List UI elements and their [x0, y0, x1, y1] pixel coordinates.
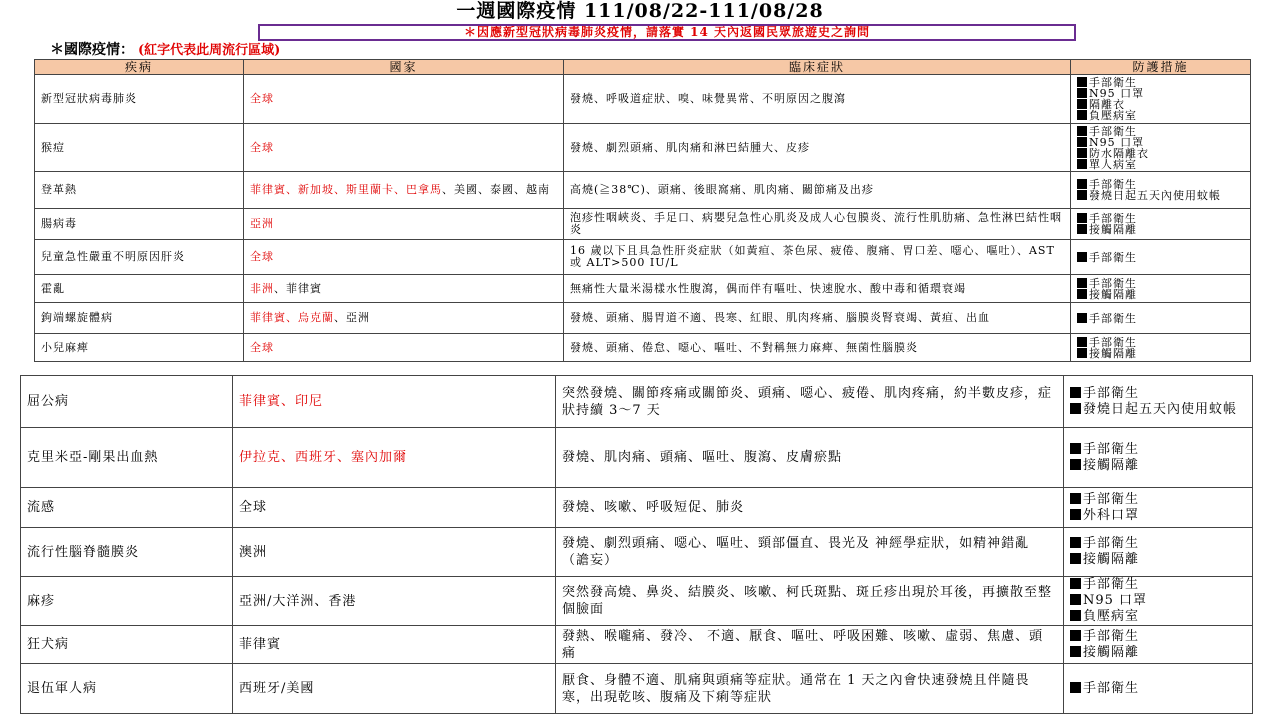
protection-cell	[1064, 664, 1253, 714]
table-1-body	[35, 75, 1251, 362]
symptoms-cell: 無痛性大量米湯樣水性腹瀉，偶而伴有嘔吐、快速脫水、酸中毒和循環衰竭	[564, 275, 1071, 303]
protection-measure	[1077, 110, 1244, 121]
protection-measure	[1077, 252, 1244, 263]
header-disease: 疾病	[35, 60, 244, 75]
protection-measure	[1070, 681, 1246, 697]
square-bullet-icon	[1070, 646, 1081, 657]
protection-cell	[1071, 209, 1251, 240]
symptoms-cell: 發熱、喉嚨痛、發冷、 不適、厭食、嘔吐、呼吸困難、咳嗽、虛弱、焦慮、頭痛	[556, 626, 1064, 664]
country-cell	[233, 528, 556, 577]
protection-cell	[1071, 240, 1251, 275]
symptoms-cell: 突然發燒、關節疼痛或關節炎、頭痛、噁心、疲倦、肌肉疼痛，約半數皮疹，症狀持續 3～7 天	[556, 376, 1064, 428]
table-row	[35, 240, 1251, 275]
symptoms-cell: 發燒、咳嗽、呼吸短促、肺炎	[556, 488, 1064, 528]
square-bullet-icon	[1070, 493, 1081, 504]
protection-measure-label: 手部衛生	[1089, 76, 1137, 89]
symptoms-cell: 發燒、呼吸道症狀、嗅、味覺異常、不明原因之腹瀉	[564, 75, 1071, 124]
protection-measure	[1070, 402, 1246, 418]
disease-cell: 流感	[21, 488, 233, 528]
protection-measure	[1070, 458, 1246, 474]
protection-measure-label: N95 口罩	[1083, 593, 1148, 608]
table-row	[35, 75, 1251, 124]
square-bullet-icon	[1077, 278, 1087, 288]
protection-measure-label: 負壓病室	[1089, 109, 1137, 122]
square-bullet-icon	[1070, 578, 1081, 589]
header-protection: 防護措施	[1071, 60, 1251, 75]
protection-measure-label: 手部衛生	[1083, 577, 1140, 592]
disease-cell: 新型冠狀病毒肺炎	[35, 75, 244, 124]
symptoms-cell: 發燒、劇烈頭痛、肌肉痛和淋巴結腫大、皮疹	[564, 124, 1071, 172]
table-row	[21, 664, 1253, 714]
protection-measure-label: 外科口罩	[1083, 507, 1140, 523]
square-bullet-icon	[1077, 77, 1087, 87]
square-bullet-icon	[1070, 537, 1081, 548]
square-bullet-icon	[1070, 509, 1081, 520]
protection-measure-label: 手部衛生	[1083, 385, 1140, 401]
protection-measure-label: 手部衛生	[1089, 212, 1137, 225]
disease-cell: 兒童急性嚴重不明原因肝炎	[35, 240, 244, 275]
disease-cell: 霍亂	[35, 275, 244, 303]
disease-cell: 小兒麻痺	[35, 334, 244, 362]
table-row	[35, 334, 1251, 362]
square-bullet-icon	[1070, 387, 1081, 398]
square-bullet-icon	[1070, 630, 1081, 641]
table-row	[21, 428, 1253, 488]
protection-measure-label: 隔離衣	[1089, 98, 1125, 111]
disease-cell: 鉤端螺旋體病	[35, 303, 244, 334]
square-bullet-icon	[1077, 126, 1087, 136]
header-symptoms: 臨床症狀	[564, 60, 1071, 75]
square-bullet-icon	[1077, 337, 1087, 347]
square-bullet-icon	[1070, 610, 1081, 621]
table-header-row	[35, 60, 1251, 75]
country-cell	[244, 275, 564, 303]
square-bullet-icon	[1077, 313, 1087, 323]
protection-measure-label: 接觸隔離	[1083, 457, 1140, 473]
country-cell	[244, 172, 564, 209]
square-bullet-icon	[1077, 213, 1087, 223]
protection-measure-label: 發燒日起五天內使用蚊帳	[1083, 401, 1238, 417]
protection-measure-label: 負壓病室	[1083, 609, 1140, 624]
square-bullet-icon	[1077, 88, 1087, 98]
protection-measure	[1070, 629, 1246, 645]
protection-measure-label: N95 口罩	[1089, 135, 1145, 149]
protection-cell	[1064, 577, 1253, 626]
table-row	[35, 303, 1251, 334]
protection-measure	[1070, 536, 1246, 552]
country-name-highlighted: 全球	[250, 92, 274, 105]
protection-measure	[1070, 609, 1246, 625]
protection-cell	[1064, 488, 1253, 528]
disease-cell: 流行性腦脊髓膜炎	[21, 528, 233, 577]
country-name: 、亞洲	[334, 311, 370, 324]
country-cell	[233, 428, 556, 488]
table-row	[35, 209, 1251, 240]
symptoms-cell: 發燒、肌肉痛、頭痛、嘔吐、腹瀉、皮膚瘀點	[556, 428, 1064, 488]
symptoms-cell: 發燒、頭痛、倦怠、噁心、嘔吐、不對稱無力麻痺、無菌性腦膜炎	[564, 334, 1071, 362]
section-heading	[50, 42, 280, 59]
table-row	[21, 488, 1253, 528]
country-cell	[233, 577, 556, 626]
disease-cell: 猴痘	[35, 124, 244, 172]
square-bullet-icon	[1077, 289, 1087, 299]
country-name: 亞洲/大洋洲、香港	[239, 593, 357, 609]
protection-measure-label: 手部衛生	[1083, 536, 1140, 551]
protection-measure	[1070, 492, 1246, 508]
symptoms-cell: 厭食、身體不適、肌痛與頭痛等症狀。通常在 1 天之內會快速發燒且伴隨畏寒，出現乾咳、腹痛及下痢等症狀	[556, 664, 1064, 714]
square-bullet-icon	[1077, 348, 1087, 358]
country-name: 、菲律賓	[274, 281, 322, 295]
protection-measure-label: 防水隔離衣	[1089, 146, 1149, 160]
country-name: 西班牙/美國	[239, 681, 315, 696]
protection-measure-label: 手部衛生	[1083, 491, 1140, 507]
protection-measure-label: 手部衛生	[1089, 311, 1137, 325]
table-row	[21, 376, 1253, 428]
protection-measure-label: 手部衛生	[1089, 276, 1137, 290]
protection-measure-label: 接觸隔離	[1089, 346, 1137, 360]
country-name-highlighted: 伊拉克、西班牙、塞內加爾	[239, 450, 408, 465]
protection-measure-label: 手部衛生	[1089, 124, 1137, 138]
disease-cell: 退伍軍人病	[21, 664, 233, 714]
protection-cell	[1064, 376, 1253, 428]
square-bullet-icon	[1077, 179, 1087, 189]
country-name: 澳洲	[239, 544, 268, 560]
epidemic-table-2	[20, 375, 1253, 714]
protection-measure	[1077, 190, 1244, 201]
country-name-highlighted: 非洲	[250, 281, 274, 295]
disease-cell: 克里米亞-剛果出血熱	[21, 428, 233, 488]
protection-measure-label: 接觸隔離	[1083, 644, 1140, 660]
table-row	[35, 275, 1251, 303]
protection-cell	[1064, 626, 1253, 664]
section-note: (紅字代表此周流行區域)	[138, 43, 281, 58]
square-bullet-icon	[1077, 224, 1087, 234]
symptoms-cell: 16 歲以下且具急性肝炎症狀（如黃疸、茶色尿、疲倦、腹痛、胃口差、噁心、嘔吐）、AST 或 ALT>500 IU/L	[564, 240, 1071, 275]
protection-measure	[1070, 508, 1246, 524]
country-cell	[244, 303, 564, 334]
country-cell	[244, 75, 564, 124]
country-cell	[233, 664, 556, 714]
protection-measure	[1077, 348, 1244, 359]
country-name-highlighted: 全球	[250, 140, 274, 154]
country-cell	[244, 334, 564, 362]
protection-measure-label: 接觸隔離	[1089, 223, 1137, 236]
square-bullet-icon	[1077, 99, 1087, 109]
protection-measure-label: 接觸隔離	[1083, 552, 1140, 567]
symptoms-cell: 發燒、劇烈頭痛、噁心、嘔吐、頸部僵直、畏光及 神經學症狀，如精神錯亂（譫妄）	[556, 528, 1064, 577]
country-cell	[244, 240, 564, 275]
protection-measure-label: 接觸隔離	[1089, 287, 1137, 301]
symptoms-cell: 高燒(≧38℃)、頭痛、後眼窩痛、肌肉痛、關節痛及出疹	[564, 172, 1071, 209]
table-row	[21, 577, 1253, 626]
protection-measure-label: 發燒日起五天內使用蚊帳	[1089, 189, 1221, 202]
square-bullet-icon	[1077, 110, 1087, 120]
protection-measure	[1070, 442, 1246, 458]
disease-cell: 腸病毒	[35, 209, 244, 240]
protection-measure	[1070, 577, 1246, 593]
square-bullet-icon	[1070, 682, 1081, 693]
protection-measure	[1070, 386, 1246, 402]
square-bullet-icon	[1070, 594, 1081, 605]
country-cell	[233, 626, 556, 664]
epidemic-table-1	[34, 59, 1251, 362]
symptoms-cell: 突然發高燒、鼻炎、結膜炎、咳嗽、柯氏斑點、斑丘疹出現於耳後，再擴散至整個臉面	[556, 577, 1064, 626]
square-bullet-icon	[1077, 159, 1087, 169]
symptoms-cell: 發燒、頭痛、腸胃道不適、畏寒、紅眼、肌肉疼痛、腦膜炎腎衰竭、黃疸、出血	[564, 303, 1071, 334]
square-bullet-icon	[1070, 459, 1081, 470]
protection-measure-label: 手部衛生	[1083, 628, 1140, 644]
square-bullet-icon	[1070, 443, 1081, 454]
table-2-body	[21, 376, 1253, 714]
country-cell	[244, 209, 564, 240]
square-bullet-icon	[1077, 252, 1087, 262]
square-bullet-icon	[1077, 148, 1087, 158]
protection-measure	[1077, 159, 1244, 170]
table-row	[21, 528, 1253, 577]
country-name: 菲律賓	[239, 637, 282, 652]
protection-measure-label: 單人病室	[1089, 157, 1137, 171]
table-row	[21, 626, 1253, 664]
country-name-highlighted: 菲律賓、新加坡、斯里蘭卡、巴拿馬	[250, 183, 442, 196]
disease-cell: 麻疹	[21, 577, 233, 626]
protection-cell	[1064, 528, 1253, 577]
square-bullet-icon	[1070, 403, 1081, 414]
country-name-highlighted: 亞洲	[250, 217, 274, 230]
protection-measure-label: 手部衛生	[1089, 250, 1137, 264]
protection-cell	[1064, 428, 1253, 488]
protection-measure	[1077, 224, 1244, 235]
protection-measure-label: 手部衛生	[1083, 441, 1140, 457]
travel-history-notice: ＊因應新型冠狀病毒肺炎疫情，請落實 14 天內返國民眾旅遊史之詢問	[258, 24, 1076, 41]
protection-cell	[1071, 172, 1251, 209]
protection-measure	[1070, 593, 1246, 609]
protection-measure	[1070, 552, 1246, 568]
disease-cell: 狂犬病	[21, 626, 233, 664]
country-name-highlighted: 全球	[250, 250, 274, 263]
section-label: ＊國際疫情：	[50, 42, 134, 58]
protection-measure	[1070, 645, 1246, 661]
protection-measure-label: 手部衛生	[1089, 335, 1137, 349]
disease-cell: 登革熱	[35, 172, 244, 209]
table-row	[35, 124, 1251, 172]
page-title: 一週國際疫情 111/08/22-111/08/28	[456, 0, 824, 22]
square-bullet-icon	[1077, 190, 1087, 200]
protection-measure-label: N95 口罩	[1089, 87, 1145, 100]
country-cell	[233, 376, 556, 428]
table-row	[35, 172, 1251, 209]
country-name-highlighted: 菲律賓、烏克蘭	[250, 311, 334, 324]
protection-measure	[1077, 313, 1244, 324]
protection-measure-label: 手部衛生	[1083, 680, 1140, 696]
header-country: 國家	[244, 60, 564, 75]
protection-measure	[1077, 289, 1244, 300]
country-name-highlighted: 全球	[250, 340, 274, 354]
protection-cell	[1071, 124, 1251, 172]
protection-cell	[1071, 334, 1251, 362]
country-name: 全球	[239, 500, 268, 515]
protection-cell	[1071, 303, 1251, 334]
country-cell	[233, 488, 556, 528]
disease-cell: 屈公病	[21, 376, 233, 428]
country-name-highlighted: 菲律賓、印尼	[239, 394, 324, 409]
protection-cell	[1071, 75, 1251, 124]
square-bullet-icon	[1070, 553, 1081, 564]
country-name: 、美國、泰國、越南	[442, 183, 550, 196]
protection-cell	[1071, 275, 1251, 303]
square-bullet-icon	[1077, 137, 1087, 147]
country-cell	[244, 124, 564, 172]
symptoms-cell: 泡疹性咽峽炎、手足口、病嬰兒急性心肌炎及成人心包膜炎、流行性肌肋痛、急性淋巴結性咽炎	[564, 209, 1071, 240]
protection-measure-label: 手部衛生	[1089, 178, 1137, 191]
